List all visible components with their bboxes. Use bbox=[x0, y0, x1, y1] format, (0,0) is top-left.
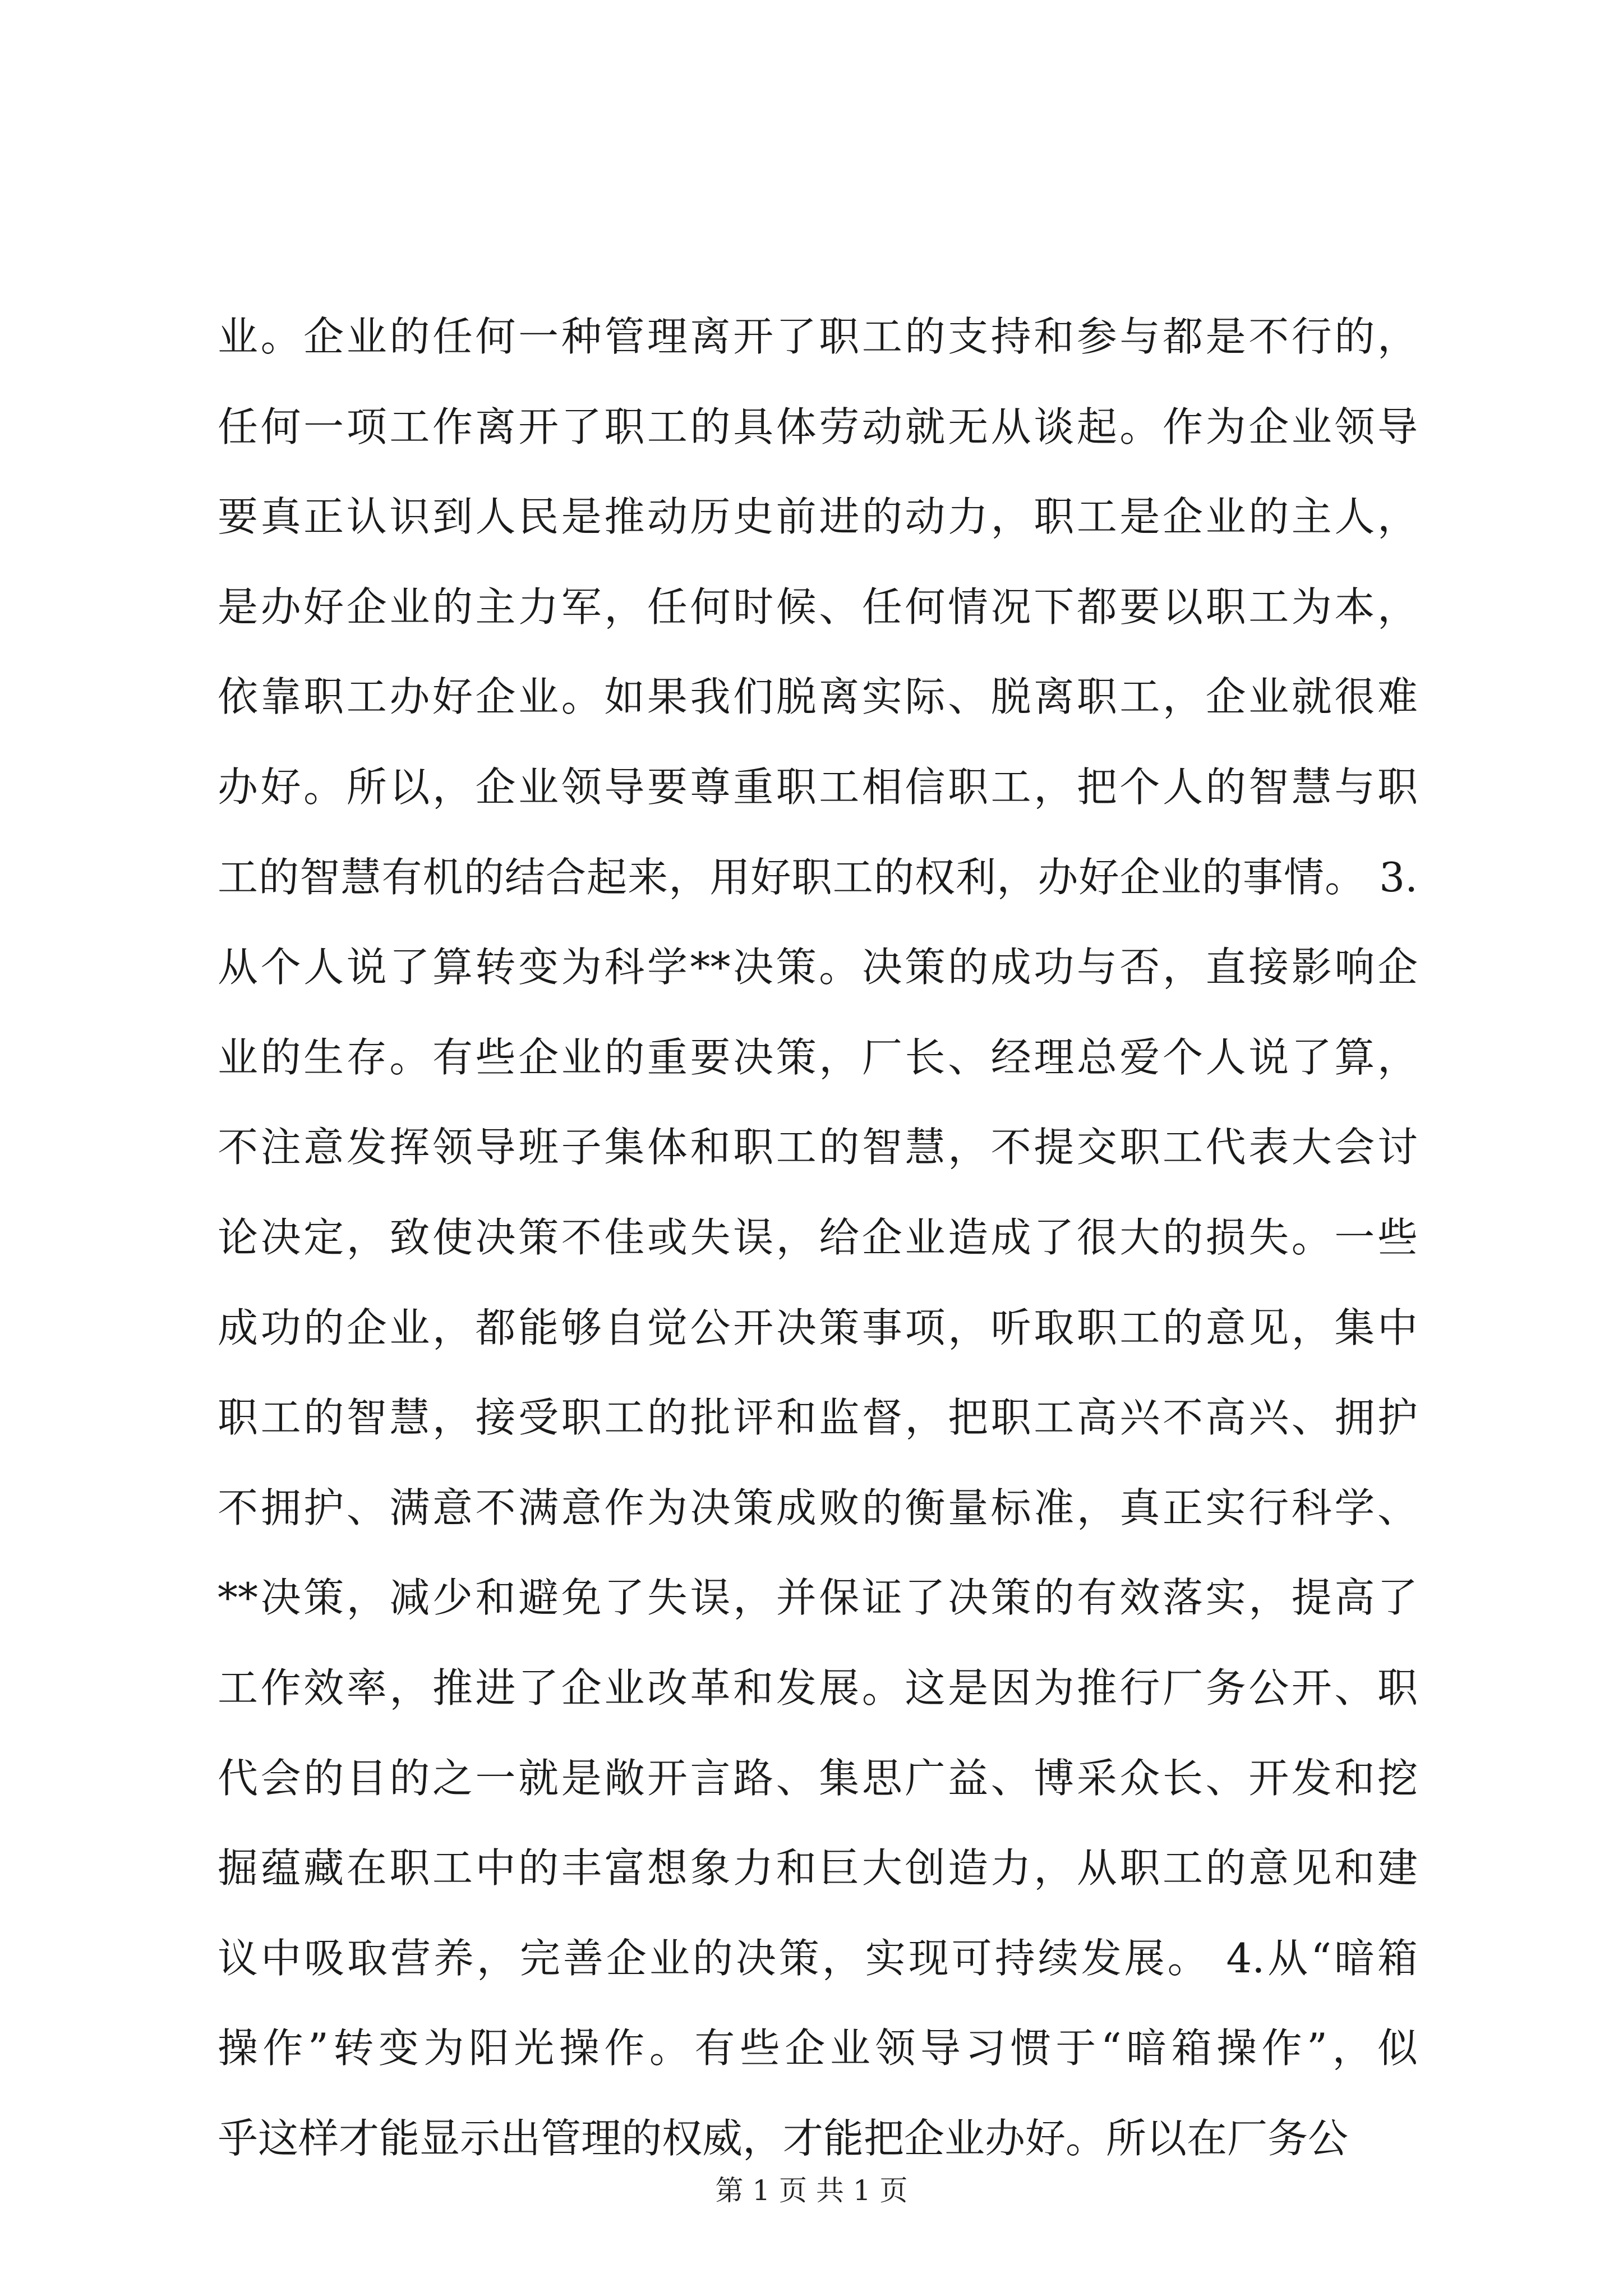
text-line: 议中吸取营养，完善企业的决策，实现可持续发展。 4.从“暗箱 bbox=[218, 1935, 1418, 1982]
text-line: 不注意发挥领导班子集体和职工的智慧，不提交职工代表大会讨 bbox=[218, 1124, 1418, 1171]
text-line: 从个人说了算转变为科学**决策。决策的成功与否，直接影响企 bbox=[218, 944, 1418, 991]
text-line: 工的智慧有机的结合起来，用好职工的权利，办好企业的事情。 3. bbox=[218, 854, 1418, 901]
text-line: 业。企业的任何一种管理离开了职工的支持和参与都是不行的， bbox=[218, 313, 1418, 360]
text-line: 代会的目的之一就是敞开言路、集思广益、博采众长、开发和挖 bbox=[218, 1755, 1418, 1802]
text-line: 成功的企业，都能够自觉公开决策事项，听取职工的意见，集中 bbox=[218, 1304, 1418, 1351]
text-line: **决策，减少和避免了失误，并保证了决策的有效落实，提高了 bbox=[218, 1574, 1418, 1621]
text-line: 操作”转变为阳光操作。有些企业领导习惯于“暗箱操作”，似 bbox=[218, 2024, 1418, 2072]
text-line: 要真正认识到人民是推动历史前进的动力，职工是企业的主人， bbox=[218, 493, 1418, 540]
text-line: 任何一项工作离开了职工的具体劳动就无从谈起。作为企业领导 bbox=[218, 403, 1418, 450]
text-line: 不拥护、满意不满意作为决策成败的衡量标准，真正实行科学、 bbox=[218, 1484, 1418, 1531]
text-line: 工作效率，推进了企业改革和发展。这是因为推行厂务公开、职 bbox=[218, 1664, 1418, 1711]
text-line: 依靠职工办好企业。如果我们脱离实际、脱离职工，企业就很难 bbox=[218, 673, 1418, 720]
text-line: 乎这样才能显示出管理的权威，才能把企业办好。所以在厂务公 bbox=[218, 2115, 1349, 2162]
text-line: 职工的智慧，接受职工的批评和监督，把职工高兴不高兴、拥护 bbox=[218, 1394, 1418, 1441]
page-footer: 第 1 页 共 1 页 bbox=[715, 2174, 908, 2207]
text-line: 掘蕴藏在职工中的丰富想象力和巨大创造力，从职工的意见和建 bbox=[218, 1844, 1418, 1892]
text-line: 是办好企业的主力军，任何时候、任何情况下都要以职工为本， bbox=[218, 583, 1418, 631]
text-line: 论决定，致使决策不佳或失误，给企业造成了很大的损失。一些 bbox=[218, 1214, 1418, 1261]
text-line: 业的生存。有些企业的重要决策，厂长、经理总爱个人说了算， bbox=[218, 1034, 1418, 1081]
text-line: 办好。所以，企业领导要尊重职工相信职工，把个人的智慧与职 bbox=[218, 763, 1418, 811]
